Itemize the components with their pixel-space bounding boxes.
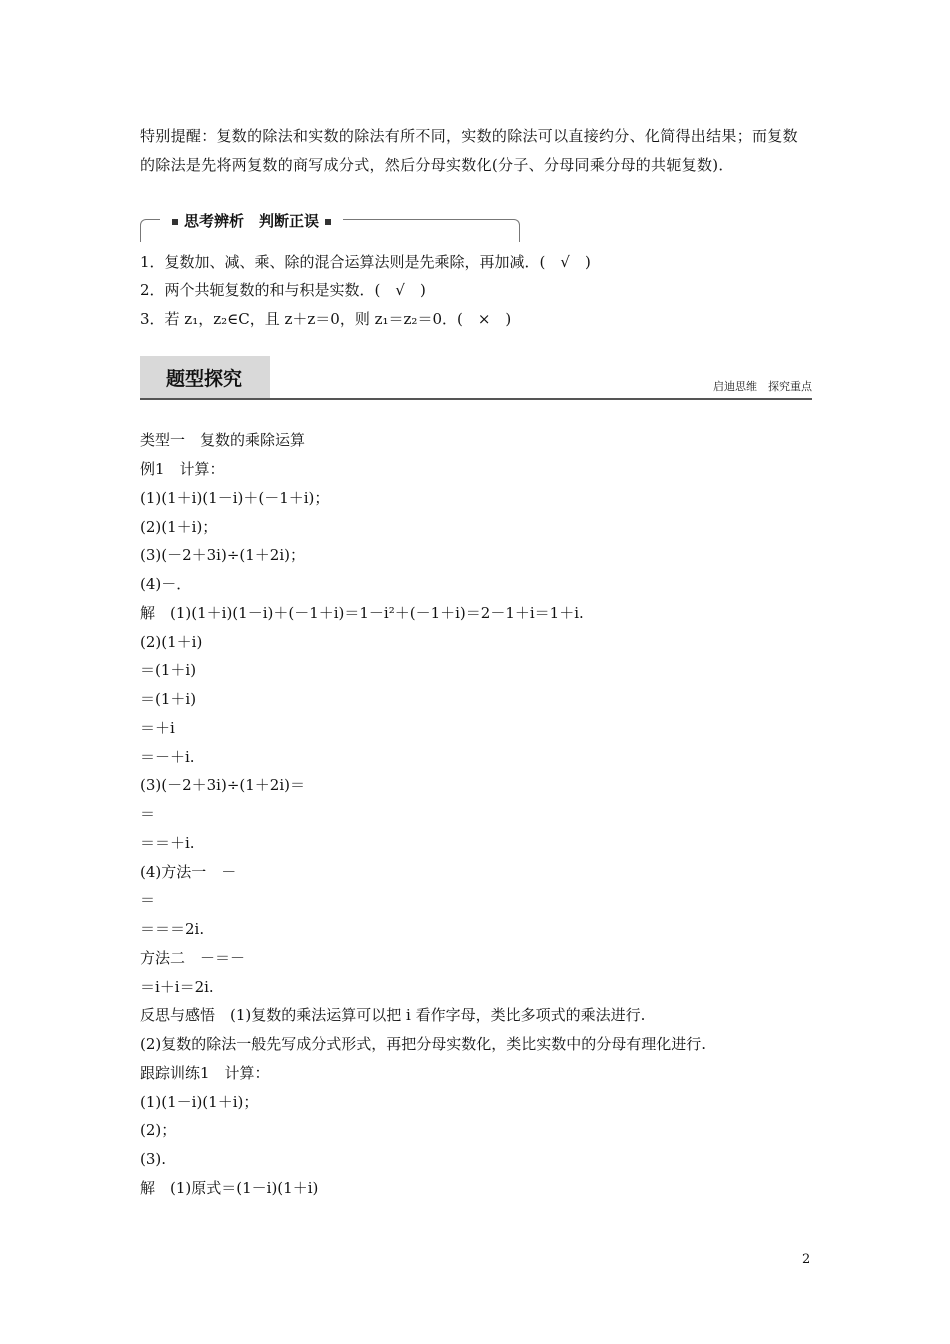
think-item-3: 3．若 z₁，z₂∈C，且 z＋z＝0，则 z₁＝z₂＝0．( × ) [140,310,512,328]
square-bullet-icon [325,219,331,225]
body-line: ＝＝＝2i. [140,920,205,938]
body-line: (1)(1－i)(1＋i)； [140,1093,259,1111]
body-line: ＝(1＋i) [140,661,197,679]
think-box-title: 思考辨析 判断正误 [160,211,343,231]
think-item-1: 1．复数加、减、乘、除的混合运算法则是先乘除，再加减．( √ ) [140,253,591,271]
body-line: (2)复数的除法一般先写成分式形式，再把分母实数化，类比实数中的分母有理化进行. [140,1035,707,1053]
section-rule [140,398,812,400]
body-line: 跟踪训练1 计算： [140,1064,270,1082]
body-line: 解 (1)原式＝(1－i)(1＋i) [140,1179,319,1197]
body-line: (1)(1＋i)(1－i)＋(－1＋i)； [140,489,330,507]
body-line: ＝ [140,805,156,823]
think-item-2: 2．两个共轭复数的和与积是实数．( √ ) [140,281,426,299]
body-line: ＝－＋i. [140,748,195,766]
square-bullet-icon [172,219,178,225]
body-line: 解 (1)(1＋i)(1－i)＋(－1＋i)＝1－i²＋(－1＋i)＝2－1＋i＝1＋i. [140,604,584,622]
body-line: 类型一 复数的乘除运算 [140,431,306,449]
body-line: ＝ [140,891,156,909]
section-subtitle: 启迪思维 探究重点 [713,380,812,393]
body-line: 例1 计算： [140,460,225,478]
body-line: 方法二 －＝－ [140,949,246,967]
body-line: ＝＋i [140,719,175,737]
body-line: (3)(－2＋3i)÷(1＋2i)＝ [140,776,305,794]
body-line: (2)； [140,1121,177,1139]
page-number: 2 [802,1252,811,1267]
body-line: ＝＝＋i. [140,834,195,852]
body-line: ＝(1＋i) [140,690,197,708]
body-line: (3)(－2＋3i)÷(1＋2i)； [140,546,305,564]
body-line: (2)(1＋i)； [140,518,218,536]
body-line: (4)方法一 － [140,863,237,881]
section-title: 题型探究 [166,368,243,390]
body-line: (2)(1＋i) [140,633,203,651]
reminder-paragraph: 特别提醒：复数的除法和实数的除法有所不同，实数的除法可以直接约分、化简得出结果；而复数的除法是先将两复数的商写成分式，然后分母实数化(分子、分母同乘分母的共轭复数)． [140,127,798,174]
body-line: (4)－． [140,575,192,593]
body-line: 反思与感悟 (1)复数的乘法运算可以把 i 看作字母，类比多项式的乘法进行. [140,1006,646,1024]
body-line: (3). [140,1150,167,1168]
body-line: ＝i＋i＝2i. [140,978,214,996]
